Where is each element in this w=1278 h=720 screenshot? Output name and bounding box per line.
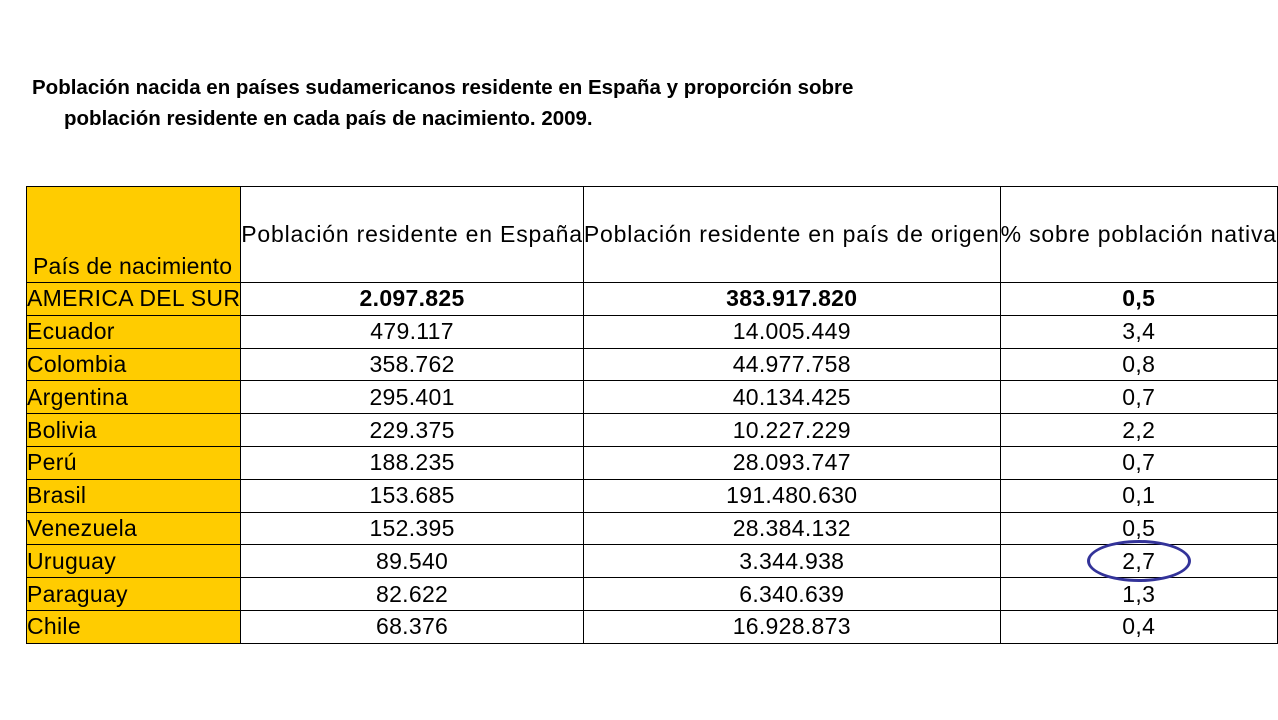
country-cell: Brasil xyxy=(27,479,241,512)
spain-population-cell: 479.117 xyxy=(241,315,584,348)
country-cell: Chile xyxy=(27,610,241,643)
table-row xyxy=(27,414,1278,447)
population-table xyxy=(26,186,1278,644)
table-row xyxy=(27,315,1278,348)
header-population-origin: Población residente en país de origen xyxy=(583,187,1000,283)
highlight-wrapper xyxy=(1122,548,1155,575)
origin-population-cell: 383.917.820 xyxy=(583,283,1000,316)
table-row xyxy=(27,381,1278,414)
origin-population-cell: 28.093.747 xyxy=(583,446,1000,479)
spain-population-cell: 82.622 xyxy=(241,578,584,611)
percent-cell: 1,3 xyxy=(1000,578,1277,611)
percent-cell: 0,1 xyxy=(1000,479,1277,512)
origin-population-cell: 10.227.229 xyxy=(583,414,1000,447)
country-cell: Venezuela xyxy=(27,512,241,545)
table-row xyxy=(27,479,1278,512)
origin-population-cell: 40.134.425 xyxy=(583,381,1000,414)
spain-population-cell: 153.685 xyxy=(241,479,584,512)
country-cell: Ecuador xyxy=(27,315,241,348)
percent-cell: 0,8 xyxy=(1000,348,1277,381)
table-row xyxy=(27,446,1278,479)
percent-cell: 0,4 xyxy=(1000,610,1277,643)
table-row xyxy=(27,578,1278,611)
country-cell: Paraguay xyxy=(27,578,241,611)
spain-population-cell: 152.395 xyxy=(241,512,584,545)
percent-cell-highlighted xyxy=(1000,545,1277,578)
percent-cell: 0,7 xyxy=(1000,381,1277,414)
table-row xyxy=(27,545,1278,578)
document-title: Población nacida en países sudamericanos residente en España y proporción sobre población residente en cada país de nacimiento. 2009. xyxy=(32,76,854,130)
spain-population-cell: 68.376 xyxy=(241,610,584,643)
spain-population-cell: 188.235 xyxy=(241,446,584,479)
percent-cell: 0,5 xyxy=(1000,512,1277,545)
country-cell: Perú xyxy=(27,446,241,479)
percent-value: 2,7 xyxy=(1122,547,1156,574)
header-country: País de nacimiento xyxy=(27,187,241,283)
origin-population-cell: 14.005.449 xyxy=(583,315,1000,348)
origin-population-cell: 28.384.132 xyxy=(583,512,1000,545)
country-cell: AMERICA DEL SUR xyxy=(27,283,241,316)
country-cell: Uruguay xyxy=(27,545,241,578)
origin-population-cell: 191.480.630 xyxy=(583,479,1000,512)
country-cell: Argentina xyxy=(27,381,241,414)
spain-population-cell: 229.375 xyxy=(241,414,584,447)
percent-cell: 0,7 xyxy=(1000,446,1277,479)
percent-cell: 2,2 xyxy=(1000,414,1277,447)
table-row-total xyxy=(27,283,1278,316)
table-row xyxy=(27,348,1278,381)
country-cell: Bolivia xyxy=(27,414,241,447)
origin-population-cell: 16.928.873 xyxy=(583,610,1000,643)
table-row xyxy=(27,610,1278,643)
origin-population-cell: 3.344.938 xyxy=(583,545,1000,578)
country-cell: Colombia xyxy=(27,348,241,381)
table-header-row xyxy=(27,187,1278,283)
header-population-spain: Población residente en España xyxy=(241,187,584,283)
table-row xyxy=(27,512,1278,545)
header-percent-native: % sobre población nativa xyxy=(1000,187,1277,283)
spain-population-cell: 2.097.825 xyxy=(241,283,584,316)
origin-population-cell: 44.977.758 xyxy=(583,348,1000,381)
spain-population-cell: 295.401 xyxy=(241,381,584,414)
percent-cell: 0,5 xyxy=(1000,283,1277,316)
spain-population-cell: 358.762 xyxy=(241,348,584,381)
origin-population-cell: 6.340.639 xyxy=(583,578,1000,611)
percent-cell: 3,4 xyxy=(1000,315,1277,348)
spain-population-cell: 89.540 xyxy=(241,545,584,578)
